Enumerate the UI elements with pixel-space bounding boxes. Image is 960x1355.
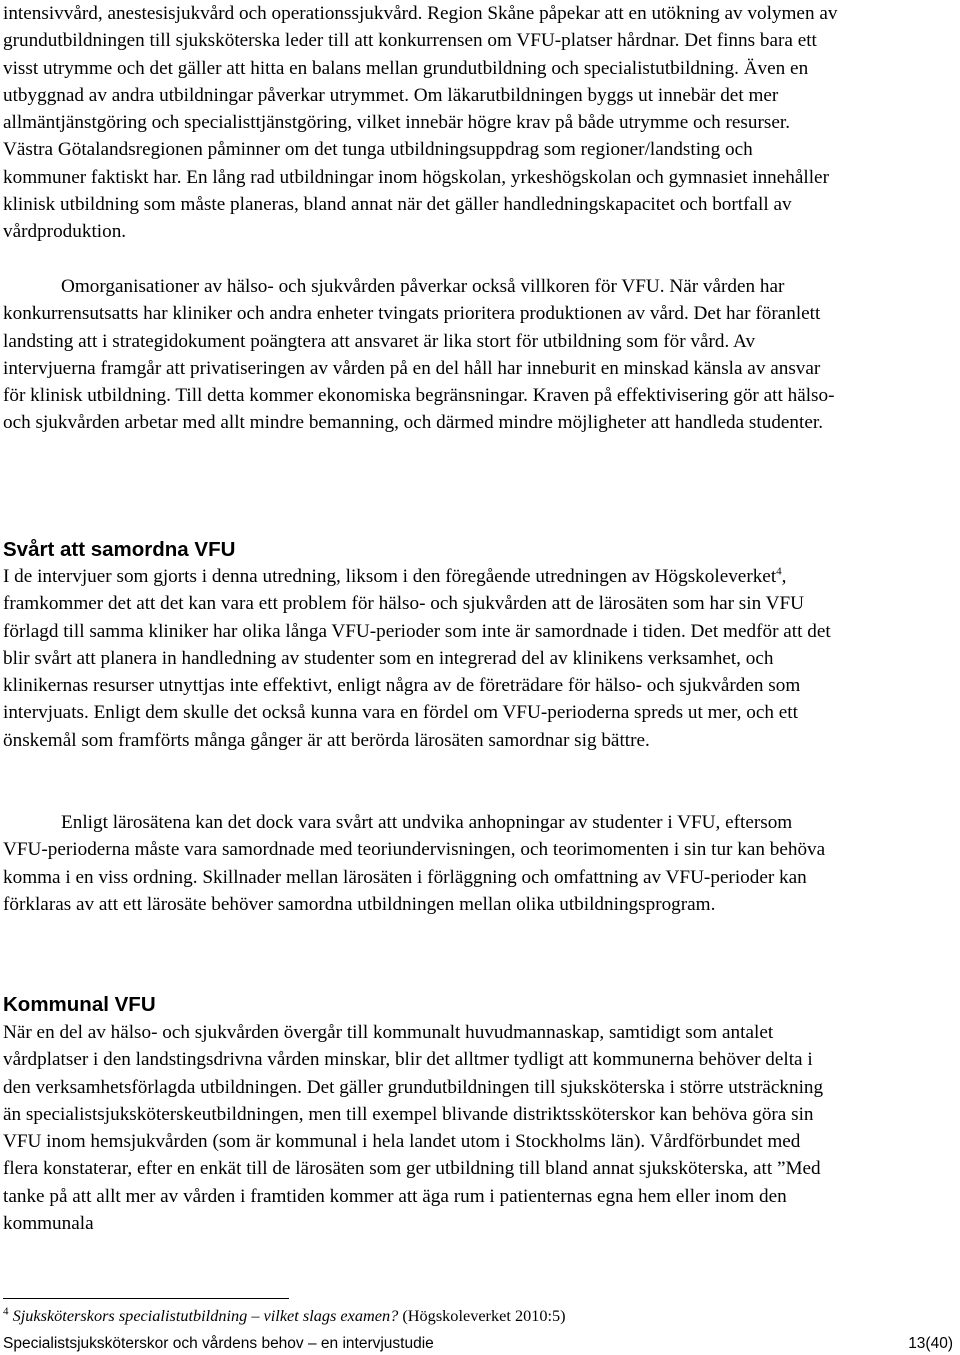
paragraph-text: I de intervjuer som gjorts i denna utredning, liksom i den föregående utredningen av Högskoleverket <box>3 566 777 587</box>
paragraph-text: , framkommer det att det kan vara ett problem för hälso- och sjukvården att de lärosäten som har sin VFU förlagd till samma kliniker har olika långa VFU-perioder som inte är samordnade i tiden. Det medför att det blir svårt att planera in handledning av studenter som en integrerad del av klinikens verksamhet, och klinikernas resurser utnyttjas inte effektivt, enligt några av de företrädare för hälso- och sjukvården som intervjuats. Enligt dem skulle det också kunna vara en fördel om VFU-perioderna spreds ut mer, och ett önskemål som framförts många gånger är att berörda lärosäten samordnar sig bättre. <box>3 566 831 751</box>
body-paragraph: Omorganisationer av hälso- och sjukvården påverkar också villkoren för VFU. När vården har konkurrensutsatts har kliniker och andra enheter tvingats prioritera produktionen av vård. Det har föranlett landsting att i strategidokument poängtera att ansvaret är lika stort för utbildning som för vård. Av intervjuerna framgår att privatiseringen av vården på en del håll har inneburit en minskad känsla av ansvar för klinisk utbildning. Till detta kommer ekonomiska begränsningar. Kraven på effektivisering gör att hälso- och sjukvården arbetar med allt mindre bemanning, och därmed mindre möjligheter att handleda studenter. <box>3 276 835 434</box>
body-paragraph: Enligt lärosätena kan det dock vara svårt att undvika anhopningar av studenter i VFU, eftersom VFU-perioderna måste vara samordnade med teoriundervisningen, och teorimomenten i sin tur kan behöva komma i en viss ordning. Skillnader mellan lärosäten i förläggning och omfattning av VFU-perioder kan förklaras av att ett lärosäte behöver samordna utbildningen mellan olika utbildningsprogram. <box>3 812 826 915</box>
footnote-source: (Högskoleverket 2010:5) <box>398 1306 566 1325</box>
page-number: 13(40) <box>908 1335 953 1352</box>
footer-document-title: Specialistsjuksköterskor och vårdens behov – en intervjustudie <box>3 1335 434 1352</box>
body-paragraph: intensivvård, anestesisjukvård och operationssjukvård. Region Skåne påpekar att en utökning av volymen av grundutbildningen till sjuksköterska leder till att konkurrensen om VFU-platser hårdnar. Det finns bara ett visst utrymme och det gäller att hitta en balans mellan grundutbildning och specialistutbildning. Även en utbyggnad av andra utbildningar påverkar utrymmet. Om läkarutbildningen byggs ut innebär det mer allmäntjänstgöring och specialisttjänstgöring, vilket innebär högre krav på både utrymme och resurser. Västra Götalandsregionen påminner om det tunga utbildningsuppdrag som regioner/landsting och kommuner faktiskt har. En lång rad utbildningar inom högskolan, yrkeshögskolan och gymnasiet innehåller klinisk utbildning som måste planeras, bland annat när det gäller handledningskapacitet och bortfall av vårdproduktion. <box>3 3 838 243</box>
footnote <box>3 1306 566 1326</box>
section-heading: Svårt att samordna VFU <box>3 538 236 561</box>
footnote-title: Sjuksköterskors specialistutbildning – vilket slags examen? <box>12 1306 399 1325</box>
body-paragraph <box>3 563 838 754</box>
footnote-number: 4 <box>3 1305 9 1318</box>
footnote-divider <box>3 1298 289 1299</box>
footnote-reference[interactable]: 4 <box>776 565 782 578</box>
page-footer <box>3 1334 953 1354</box>
body-paragraph: När en del av hälso- och sjukvården övergår till kommunalt huvudmannaskap, samtidigt som antalet vårdplatser i den landstingsdrivna vården minskar, blir det alltmer tydligt att kommunerna behöver delta i den verksamhetsförlagda utbildningen. Det gäller grundutbildningen till sjuksköterska i större utsträckning än specialistsjuksköterskeutbildningen, men till exempel blivande distriktssköterskor kan behöva göra sin VFU inom hemsjukvården (som är kommunal i hela landet utom i Stockholms län). Vårdförbundet med flera konstaterar, efter en enkät till de lärosäten som ger utbildning till bland annat sjuksköterska, att ”Med tanke på att allt mer av vården i framtiden kommer att äga rum i patienternas egna hem eller inom den kommunala <box>3 1022 824 1235</box>
section-heading: Kommunal VFU <box>3 993 156 1016</box>
